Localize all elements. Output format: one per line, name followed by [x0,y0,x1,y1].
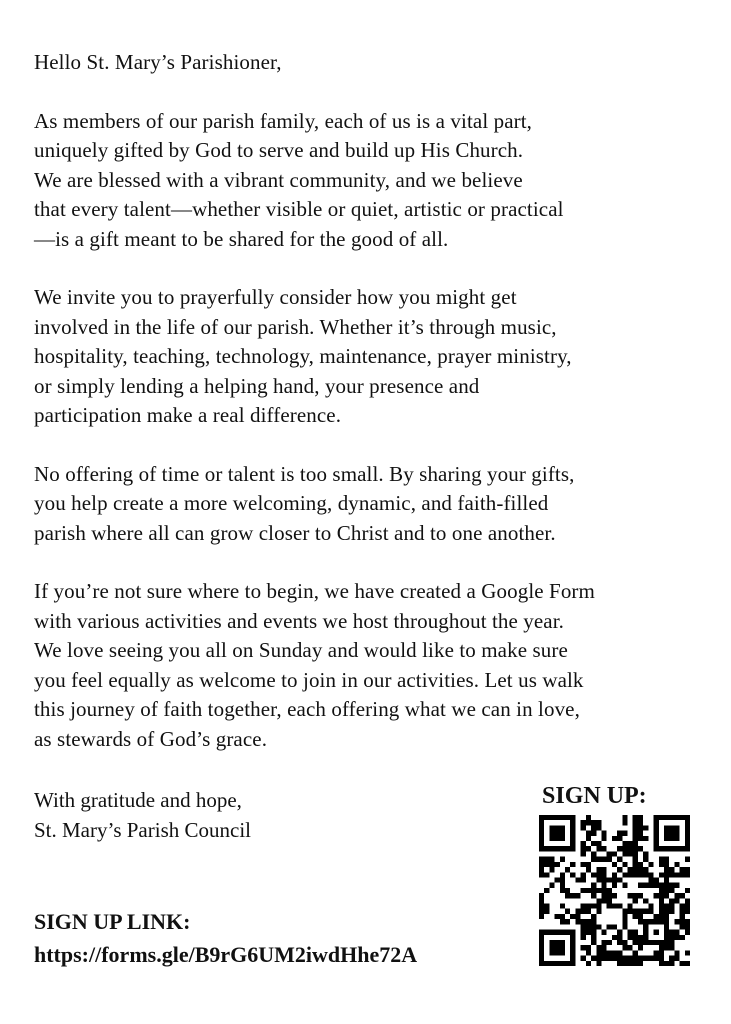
signup-link-block [34,905,417,971]
signup-link-heading: SIGN UP LINK: [34,909,191,934]
paragraph-1 [34,107,714,255]
paragraph-line: with various activities and events we host throughout the year. [34,608,565,633]
qr-heading: SIGN UP: [542,783,647,809]
signup-link-url[interactable]: https://forms.gle/B9rG6UM2iwdHhe72A [34,942,418,967]
paragraph-line: As members of our parish family, each of us is a vital part, [34,108,533,133]
paragraph-line: No offering of time or talent is too small. By sharing your gifts, [34,461,575,486]
paragraph-line: We are blessed with a vibrant community, and we believe [34,167,523,192]
closing-signature: St. Mary’s Parish Council [34,817,252,842]
paragraph-line: involved in the life of our parish. Whether it’s through music, [34,314,557,339]
paragraph-4 [34,577,714,754]
paragraph-3 [34,460,714,549]
letter-body [34,48,714,783]
paragraph-line: hospitality, teaching, technology, maintenance, prayer ministry, [34,344,572,368]
paragraph-line: —is a gift meant to be shared for the good of all. [34,226,449,251]
paragraph-line: this journey of faith together, each offering what we can in love, [34,697,580,721]
paragraph-line: participation make a real difference. [34,403,342,427]
paragraph-line: We invite you to prayerfully consider how you might get [34,285,517,309]
paragraph-line: or simply lending a helping hand, your presence and [34,373,480,398]
paragraph-line: that every talent—whether visible or quiet, artistic or practical [34,197,564,221]
paragraph-line: uniquely gifted by God to serve and build up His Church. [34,138,524,162]
paragraph-line: you feel equally as welcome to join in our activities. Let us walk [34,667,584,692]
paragraph-line: parish where all can grow closer to Christ and to one another. [34,520,556,545]
paragraph-line: If you’re not sure where to begin, we have created a Google Form [34,579,595,603]
qr-code-icon[interactable] [539,815,690,966]
closing-salutation: With gratitude and hope, [34,788,242,812]
paragraph-line: We love seeing you all on Sunday and would like to make sure [34,638,568,662]
paragraph-2 [34,283,714,431]
greeting: Hello St. Mary’s Parishioner, [34,50,282,74]
letter-closing [34,786,251,845]
paragraph-line: you help create a more welcoming, dynamic, and faith-filled [34,491,549,515]
paragraph-line: as stewards of God’s grace. [34,726,268,751]
